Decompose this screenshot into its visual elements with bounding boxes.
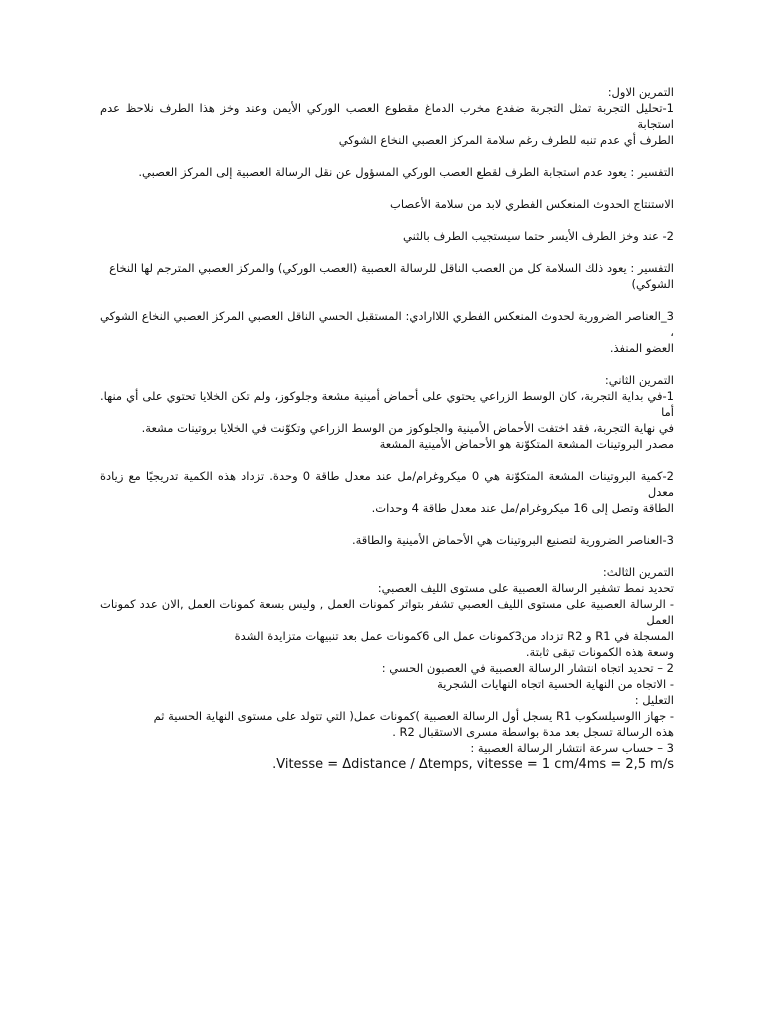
exercise-1-analysis: 1-تحليل التجربة تمثل التجربة ضفدع مخرب الدماغ مقطوع العصب الوركي الأيمن وعند وخز هذا الطرف نلاحظ عدم استجابة [100,101,674,131]
exercise-2-question-2-cont: الطاقة وتصل إلى 16 ميكروغرام/مل عند معدل طاقة 4 وحدات. [371,501,674,515]
exercise-3-justification-text-cont: هذه الرسالة تسجل بعد مدة بواسطة مسرى الاستقبال R2 . [392,725,674,739]
exercise-3-direction-text: - الاتجاه من النهاية الحسية اتجاه النهايات الشجرية [437,677,674,691]
exercise-3-coding-title: تحديد نمط تشفير الرسالة العصبية على مستوى الليف العصبي: [377,581,674,595]
exercise-1-analysis-cont: الطرف أي عدم تنبه للطرف رغم سلامة المركز العصبي النخاع الشوكي [338,133,674,147]
exercise-3-justification-title: التعليل : [634,693,674,707]
exercise-2-question-3: 3-العناصر الضرورية لتصنيع البروتينات هي الأحماض الأمينية والطاقة. [351,533,674,547]
exercise-3-heading: التمرين الثالث: [602,565,674,579]
exercise-3-speed-title: 3 – حساب سرعة انتشار الرسالة العصبية : [470,741,674,755]
exercise-2-protein-source: مصدر البروتينات المشعة المتكوّنة هو الأحماض الأمينية المشعة [379,437,674,451]
exercise-3-speed-formula: .Vitesse = Δdistance / Δtemps, vitesse = 1 cm/4ms = 2,5 m/s [272,757,674,772]
exercise-2-heading: التمرين الثاني: [604,373,674,387]
exercise-2-question-1-cont: في نهاية التجربة، فقد اختفت الأحماض الأمينية والجلوكوز من الوسط الزراعي وتكوّنت في الخلايا بروتينات مشعة. [141,421,674,435]
exercise-1-question-2: 2- عند وخز الطرف الأيسر حتما سيستجيب الطرف بالثني [403,229,674,243]
exercise-2-question-1: 1-في بداية التجربة، كان الوسط الزراعي يحتوي على أحماض أمينية مشعة وجلوكوز، ولم تكن الخلايا تحتوي على أي منها. أما [100,389,674,419]
document-body [100,84,674,773]
exercise-3-coding-text: - الرسالة العصبية على مستوى الليف العصبي تشفر بتواتر كمونات العمل , وليس بسعة كمونات العمل ,الان عدد كمونات العمل [100,597,674,627]
exercise-1-conclusion: الاستنتاج الحدوث المنعكس الفطري لابد من سلامة الأعصاب [390,197,674,211]
exercise-1-interpretation: التفسير : يعود عدم استجابة الطرف لقطع العصب الوركي المسؤول عن نقل الرسالة العصبية إلى المركز العصبي. [138,165,674,179]
exercise-3-direction-title: 2 – تحديد اتجاه انتشار الرسالة العصبية في العصبون الحسي : [381,661,674,675]
exercise-1-question-3: 3_العناصر الضرورية لحدوث المنعكس الفطري اللاارادي: المستقبل الحسي الناقل العصبي المركز العصبي النخاع الشوكي ، [100,309,674,339]
exercise-3-justification-text: - جهاز االوسيلسكوب R1 يسجل أول الرسالة العصبية )كمونات عمل( التي تتولد على مستوى النهاية الحسية ثم [153,709,674,723]
exercise-1-interpretation-2: التفسير : يعود ذلك السلامة كل من العصب الناقل للرسالة العصبية (العصب الوركي) والمركز العصبي المترجم لها النخاع [109,261,674,275]
exercise-1-question-3-cont: العضو المنفذ. [609,341,674,355]
exercise-3-coding-text-end: وسعة هذه الكمونات تبقى ثابتة. [525,645,674,659]
exercise-1-interpretation-2-cont: الشوكي) [631,277,674,291]
exercise-3-coding-text-cont: المسجلة في R1 و R2 تزداد من3كمونات عمل الى 6كمونات عمل بعد تنبيهات متزايدة الشدة [234,629,674,643]
exercise-1-heading: التمرين الاول: [607,85,674,99]
exercise-2-question-2: 2-كمية البروتينات المشعة المتكوّنة هي 0 ميكروغرام/مل عند معدل طاقة 0 وحدة. تزداد هذه الكمية تدريجيًا مع زيادة معدل [100,469,674,499]
